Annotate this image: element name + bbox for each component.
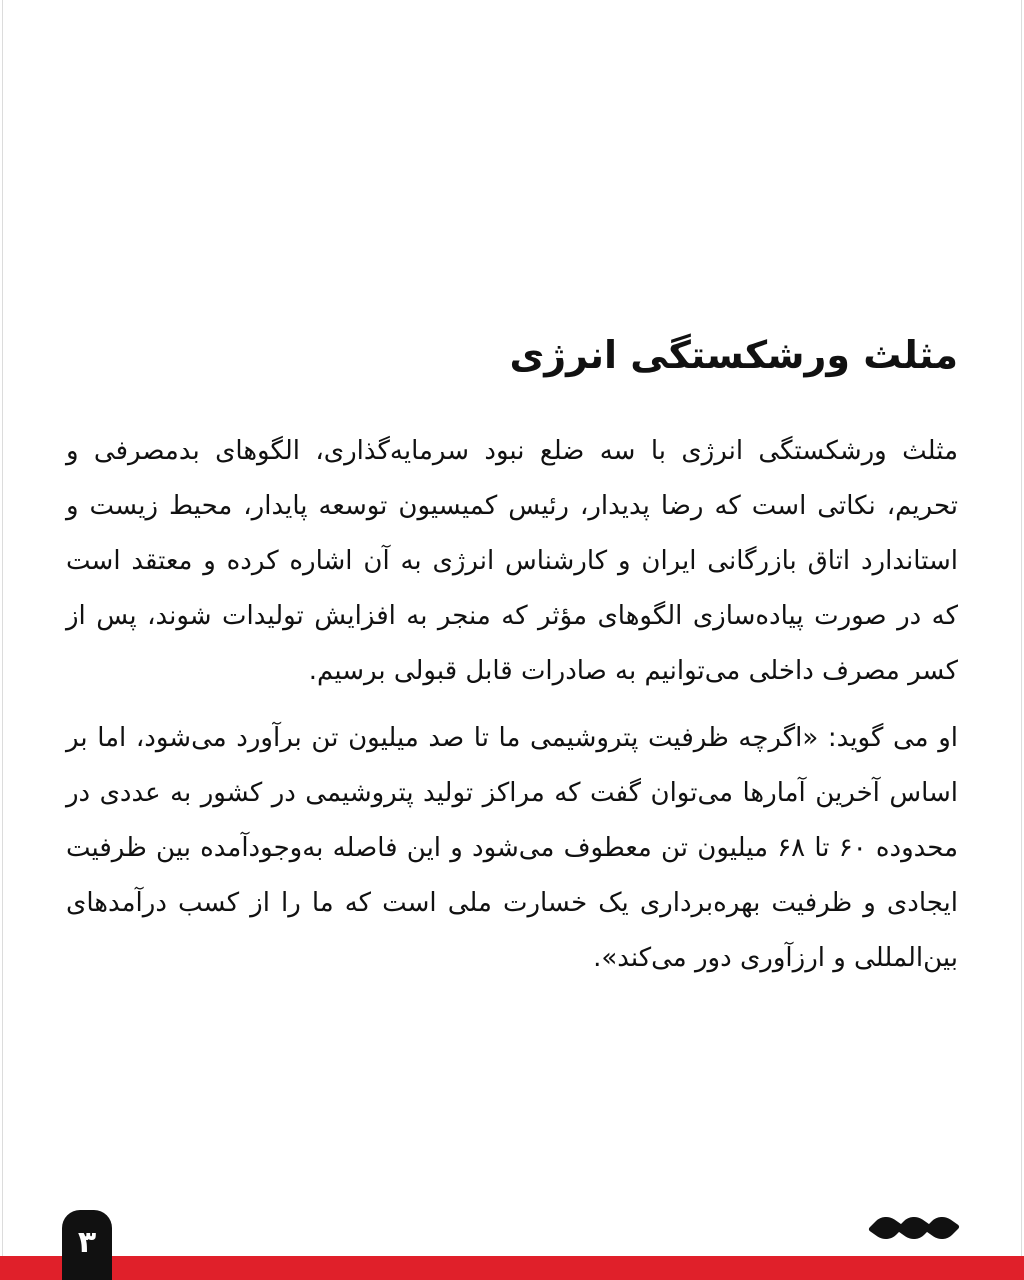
page-border-right <box>1021 0 1022 1280</box>
article-body <box>66 322 958 998</box>
three-rhombus-dots-icon <box>874 1216 954 1240</box>
page-number: ۳ <box>77 1224 97 1260</box>
article-paragraph-2: او می گوید: «اگرچه ظرفیت پتروشیمی ما تا صد میلیون تن برآورد می‌شود، اما بر اساس آخرین آمارها می‌توان گفت که مراکز تولید پتروشیمی در کشور به عددی در محدوده ۶۰ تا ۶۸ میلیون تن معطوف می‌شود و این فاصله به‌وجودآمده بین ظرفیت ایجادی و ظرفیت بهره‌برداری یک خسارت ملی است که ما را از کسب درآمدهای بین‌المللی و ارزآوری دور می‌کند». <box>66 723 959 973</box>
footer-accent-bar <box>0 1256 1024 1280</box>
dot-icon <box>924 1213 961 1244</box>
article-paragraph-1: مثلث ورشکستگی انرژی با سه ضلع نبود سرمایه‌گذاری، الگوهای بدمصرفی و تحریم، نکاتی است که رضا پدیدار، رئیس کمیسیون توسعه پایدار، محیط زیست و استاندارد اتاق بازرگانی ایران و کارشناس انرژی به آن اشاره کرده و معتقد است که در صورت پیاده‌سازی الگوهای مؤثر که منجر به افزایش تولیدات شوند، پس از کسر مصرف داخلی می‌توانیم به صادرات قابل قبولی برسیم. <box>66 436 958 686</box>
page-border-left <box>2 0 3 1280</box>
article-title: مثلث ورشکستگی انرژی <box>509 333 958 377</box>
page-number-tab <box>62 1210 112 1280</box>
